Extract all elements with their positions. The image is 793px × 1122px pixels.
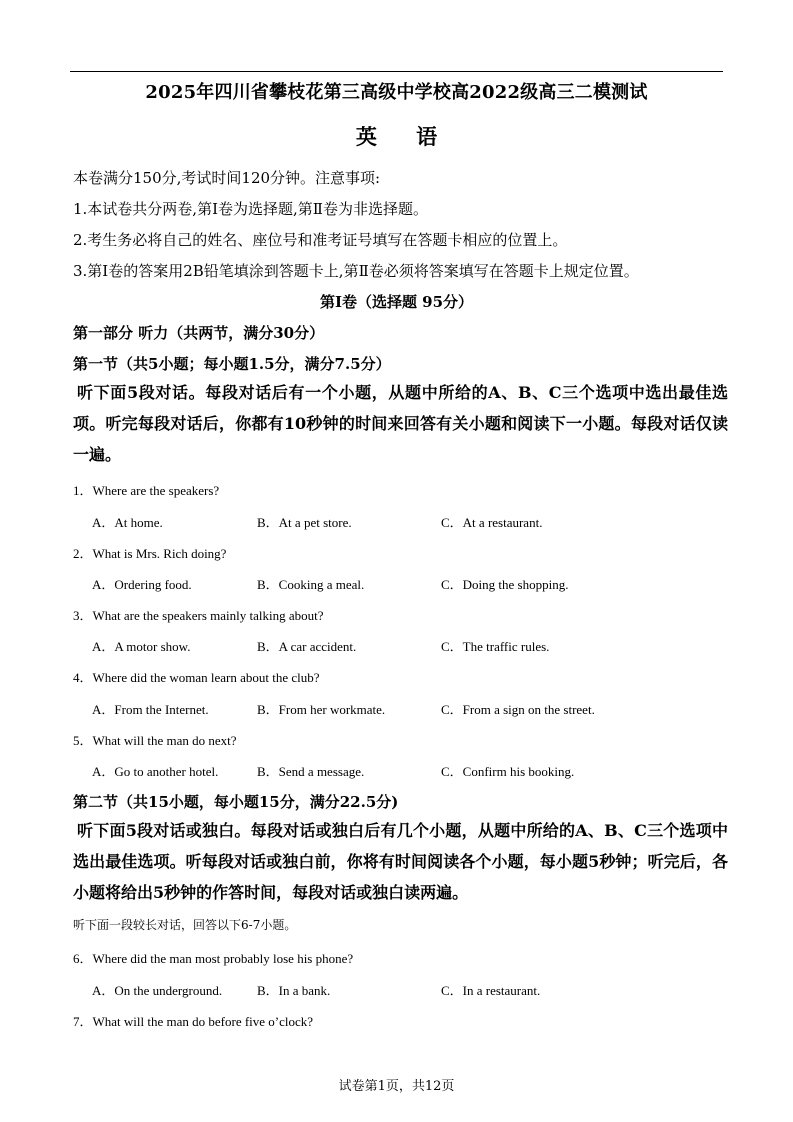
question-1-option-b: B．At a pet store. — [257, 515, 352, 530]
notice-item-1: 1.本试卷共分两卷,第Ⅰ卷为选择题,第Ⅱ卷为非选择题。 — [73, 200, 428, 218]
header-rule — [70, 71, 723, 72]
subject-text: 英 语 — [355, 124, 454, 149]
question-1-option-c: C．At a restaurant. — [441, 515, 543, 530]
section2-sub-instruction: 听下面一段较长对话，回答以下6-7小题。 — [73, 918, 297, 932]
exam-title: 2025年四川省攀枝花第三高级中学校高2022级高三二模测试 — [145, 82, 648, 103]
question-7-stem: 7．What will the man do before five o’clock? — [73, 1014, 314, 1029]
section2-instructions-text: 听下面5段对话或独白。每段对话或独白后有几个小题，从题中所给的A、B、C三个选项中选出最佳选项。听每段对话或独白前，你将有时间阅读各个小题，每小题5秒钟；听完后，各小题将给出5秒钟的作答时间，每段对话或独白读两遍。 — [73, 821, 728, 902]
question-6-option-b: B．In a bank. — [257, 983, 331, 998]
question-5-option-c: C．Confirm his booking. — [441, 764, 575, 779]
question-5-stem: 5．What will the man do next? — [73, 733, 237, 748]
subject-title — [0, 121, 793, 151]
question-5-option-b: B．Send a message. — [257, 764, 365, 779]
question-1-stem: 1．Where are the speakers? — [73, 483, 220, 498]
question-2-stem: 2．What is Mrs. Rich doing? — [73, 546, 227, 561]
question-4-option-a: A．From the Internet. — [92, 702, 209, 717]
notice-item-3: 3.第Ⅰ卷的答案用2B铅笔填涂到答题卡上,第Ⅱ卷必须将答案填写在答题卡上规定位置。 — [73, 262, 639, 280]
notice-item-2: 2.考生务必将自己的姓名、座位号和准考证号填写在答题卡相应的位置上。 — [73, 231, 568, 249]
section1-instructions-text: 听下面5段对话。每段对话后有一个小题，从题中所给的A、B、C三个选项中选出最佳选项。听完每段对话后，你都有10秒钟的时间来回答有关小题和阅读下一小题。每段对话仅读一遍。 — [73, 383, 728, 464]
question-6-option-c: C．In a restaurant. — [441, 983, 541, 998]
question-3-option-a: A．A motor show. — [92, 639, 191, 654]
question-4-option-c: C．From a sign on the street. — [441, 702, 595, 717]
question-5-option-a: A．Go to another hotel. — [92, 764, 219, 779]
question-6-option-a: A．On the underground. — [92, 983, 223, 998]
question-3-option-b: B．A car accident. — [257, 639, 357, 654]
question-2-option-a: A．Ordering food. — [92, 577, 192, 592]
part-heading: 第一部分 听力（共两节，满分30分） — [73, 324, 325, 342]
question-3-stem: 3．What are the speakers mainly talking about? — [73, 608, 324, 623]
section2-heading: 第二节（共15小题，每小题15分，满分22.5分) — [73, 793, 399, 811]
question-3-option-c: C．The traffic rules. — [441, 639, 550, 654]
question-4-option-b: B．From her workmate. — [257, 702, 386, 717]
question-6-stem: 6．Where did the man most probably lose his phone? — [73, 951, 354, 966]
section2-instructions — [73, 815, 728, 908]
question-4-stem: 4．Where did the woman learn about the club? — [73, 670, 320, 685]
question-2-option-c: C．Doing the shopping. — [441, 577, 569, 592]
section1-instructions — [73, 377, 728, 470]
question-2-option-b: B．Cooking a meal. — [257, 577, 365, 592]
notice-intro: 本卷满分150分,考试时间120分钟。注意事项: — [73, 169, 381, 187]
volume-heading: 第Ⅰ卷（选择题 95分） — [319, 293, 474, 311]
section1-heading: 第一节（共5小题；每小题1.5分，满分7.5分） — [73, 355, 391, 373]
question-1-option-a: A．At home. — [92, 515, 163, 530]
page-footer: 试卷第1页，共12页 — [338, 1079, 455, 1094]
